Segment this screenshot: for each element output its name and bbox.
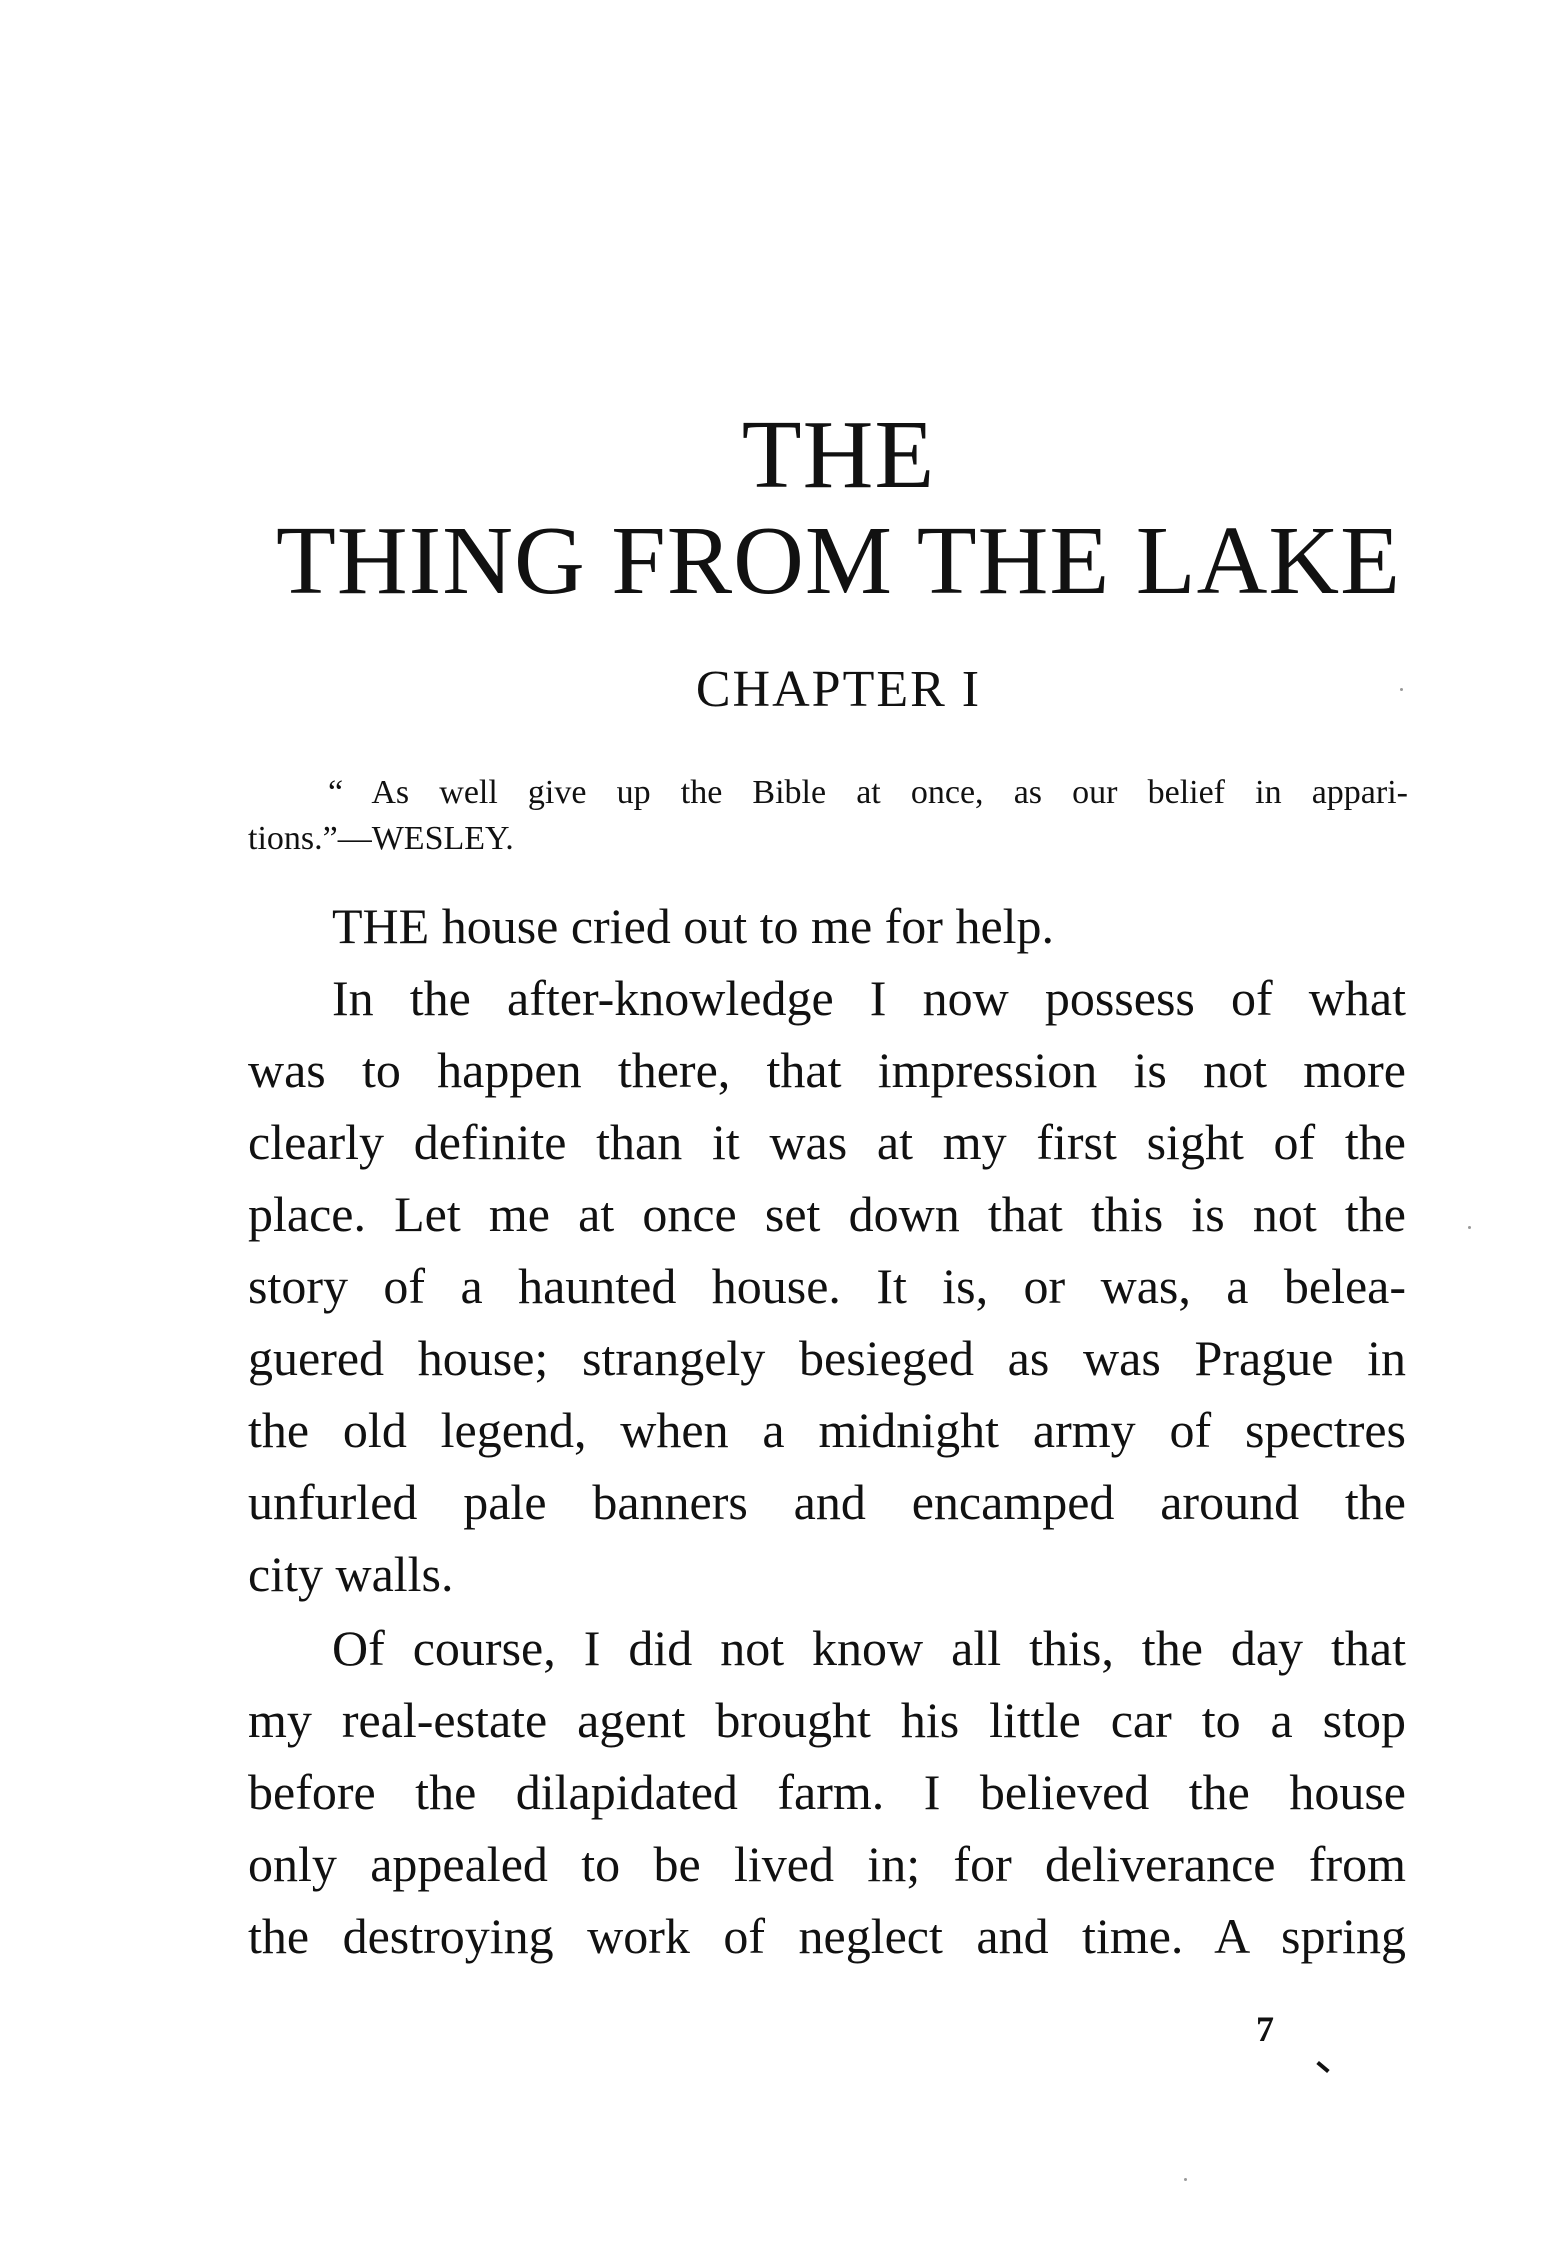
body-line: place. Let me at once set down that this is not the [248, 1186, 1406, 1242]
body-line: was to happen there, that impression is not more [248, 1042, 1406, 1098]
paper-speck [1468, 1226, 1471, 1229]
paper-speck [1184, 2178, 1187, 2181]
page-number: 7 [1256, 2009, 1274, 2049]
body-line: unfurled pale banners and encamped around the [248, 1474, 1406, 1530]
body-line: story of a haunted house. It is, or was, a belea- [248, 1258, 1406, 1314]
ink-mark [1316, 2061, 1329, 2073]
body-line: In the after-knowledge I now possess of what [332, 970, 1406, 1026]
body-line: my real-estate agent brought his little car to a stop [248, 1692, 1406, 1748]
body-line: guered house; strangely besieged as was Prague in [248, 1330, 1406, 1386]
body-line: the destroying work of neglect and time. A spring [248, 1908, 1406, 1964]
body-line: clearly definite than it was at my first sight of the [248, 1114, 1406, 1170]
chapter-heading: CHAPTER I [695, 661, 982, 718]
body-line: before the dilapidated farm. I believed the house [248, 1764, 1406, 1820]
paper-speck [1400, 688, 1403, 691]
epigraph-line-2: tions.”—WESLEY. [248, 820, 514, 857]
book-title-line-1: THE [741, 401, 936, 509]
body-line: THE house cried out to me for help. [332, 898, 1055, 954]
body-line: the old legend, when a midnight army of spectres [248, 1402, 1406, 1458]
epigraph-line-1: “ As well give up the Bible at once, as our belief in appari- [328, 774, 1408, 811]
body-line: city walls. [248, 1546, 454, 1602]
book-title-line-2: THING FROM THE LAKE [275, 507, 1402, 615]
body-line: only appealed to be lived in; for deliverance from [248, 1836, 1406, 1892]
body-line: Of course, I did not know all this, the day that [332, 1620, 1406, 1676]
